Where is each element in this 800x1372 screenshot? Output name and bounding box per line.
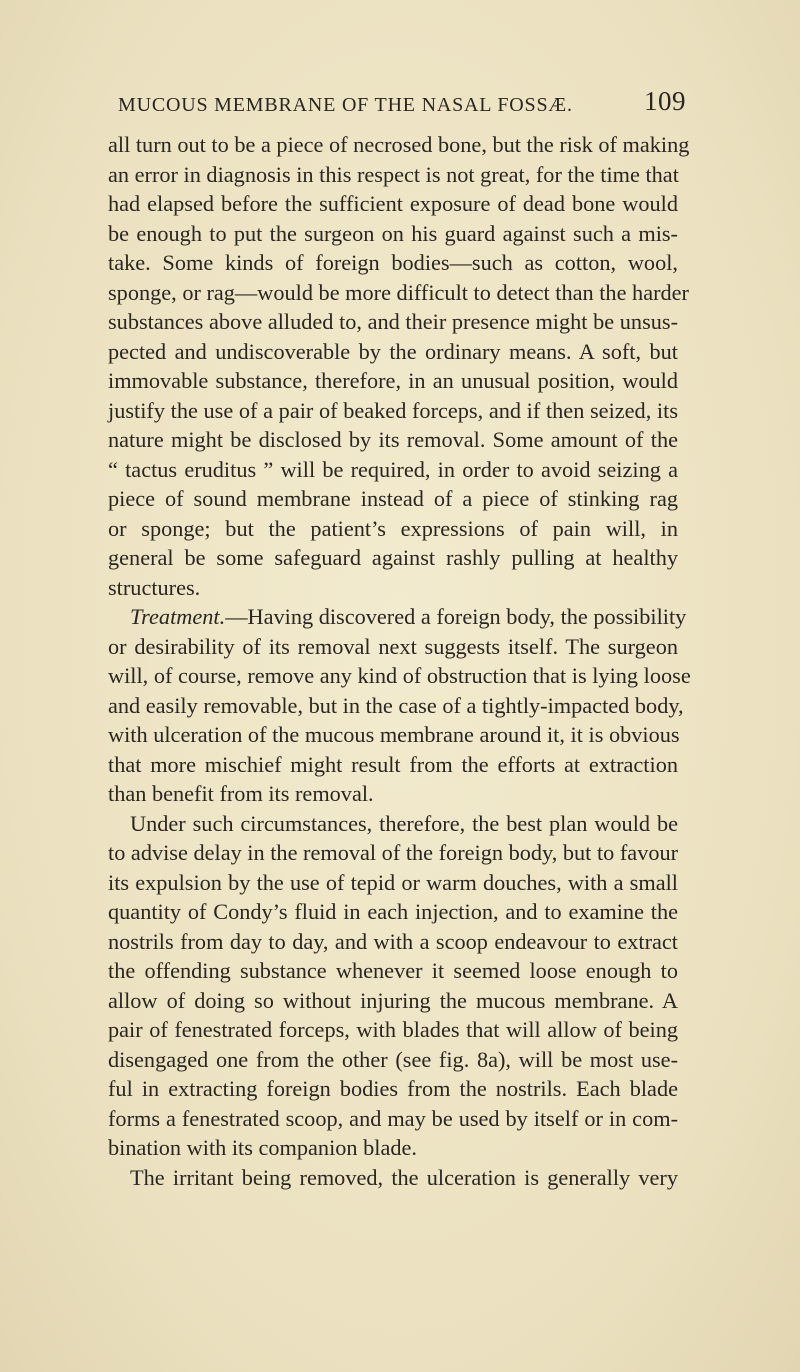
text-line: take. Some kinds of foreign bodies—such as cotton, wool, xyxy=(108,250,678,275)
paragraph-treatment xyxy=(108,602,691,809)
paragraph xyxy=(108,1163,678,1193)
text-line: to advise delay in the removal of the foreign body, but to favour xyxy=(108,840,679,865)
text-line: disengaged one from the other (see fig. 8a), will be most use- xyxy=(108,1046,678,1072)
paragraph xyxy=(108,130,690,602)
text-line: pected and undiscoverable by the ordinary means. A soft, but xyxy=(108,338,678,364)
text-line: or desirability of its removal next suggests itself. The surgeon xyxy=(108,633,678,659)
text-line: nature might be disclosed by its removal. Some amount of the xyxy=(108,427,678,452)
treatment-first-line: —Having discovered a foreign body, the possibility xyxy=(225,604,687,629)
treatment-heading: Treatment. xyxy=(130,604,226,629)
text-line: bination with its companion blade. xyxy=(108,1135,418,1160)
text-line xyxy=(108,602,687,632)
text-line: nostrils from day to day, and with a scoop endeavour to extract xyxy=(108,928,678,954)
text-line: than benefit from its removal. xyxy=(108,781,374,806)
text-line: piece of sound membrane instead of a piece of stinking rag xyxy=(108,486,678,511)
text-line: the offending substance whenever it seemed loose enough to xyxy=(108,958,678,983)
text-line: Under such circumstances, therefore, the best plan would be xyxy=(130,810,678,836)
text-line: that more mischief might result from the efforts at extraction xyxy=(108,751,678,777)
text-line: be enough to put the surgeon on his guard against such a mis- xyxy=(108,220,678,246)
text-line: ful in extracting foreign bodies from the nostrils. Each blade xyxy=(108,1076,678,1101)
text-line: substances above alluded to, and their presence might be unsus- xyxy=(108,309,678,334)
text-line: pair of fenestrated forceps, with blades that will allow of being xyxy=(108,1017,678,1042)
text-line: immovable substance, therefore, in an unusual position, would xyxy=(108,368,678,393)
text-line: The irritant being removed, the ulceration is generally very xyxy=(130,1164,678,1190)
text-line: with ulceration of the mucous membrane around it, it is obvious xyxy=(108,722,680,747)
text-line: general be some safeguard against rashly pulling at healthy xyxy=(108,545,678,570)
page-header xyxy=(108,78,686,118)
text-line: all turn out to be a piece of necrosed bone, but the risk of making xyxy=(108,132,690,157)
text-line: an error in diagnosis in this respect is not great, for the time that xyxy=(108,161,679,187)
text-line: allow of doing so without injuring the mucous membrane. A xyxy=(108,987,678,1013)
text-line: will, of course, remove any kind of obstruction that is lying loose xyxy=(108,663,691,688)
text-line: or sponge; but the patient’s expressions of pain will, in xyxy=(108,515,678,541)
running-title: MUCOUS MEMBRANE OF THE NASAL FOSSÆ. xyxy=(118,94,573,116)
text-line: had elapsed before the sufficient exposure of dead bone would xyxy=(108,191,678,216)
text-line: “ tactus eruditus ” will be required, in order to avoid seizing a xyxy=(108,456,678,482)
book-page xyxy=(108,78,691,1190)
text-line: quantity of Condy’s fluid in each injection, and to examine the xyxy=(108,899,678,924)
text-line: justify the use of a pair of beaked forceps, and if then seized, its xyxy=(108,397,678,423)
text-line: structures. xyxy=(108,574,201,600)
text-line: sponge, or rag—would be more difficult to detect than the harder xyxy=(108,279,689,305)
paragraph xyxy=(108,809,678,1163)
text-line: and easily removable, but in the case of a tightly-impacted body, xyxy=(108,692,684,718)
text-line: its expulsion by the use of tepid or warm douches, with a small xyxy=(108,869,678,895)
page-number: 109 xyxy=(644,86,686,116)
text-line: forms a fenestrated scoop, and may be used by itself or in com- xyxy=(108,1105,678,1131)
body-text xyxy=(108,130,691,1192)
